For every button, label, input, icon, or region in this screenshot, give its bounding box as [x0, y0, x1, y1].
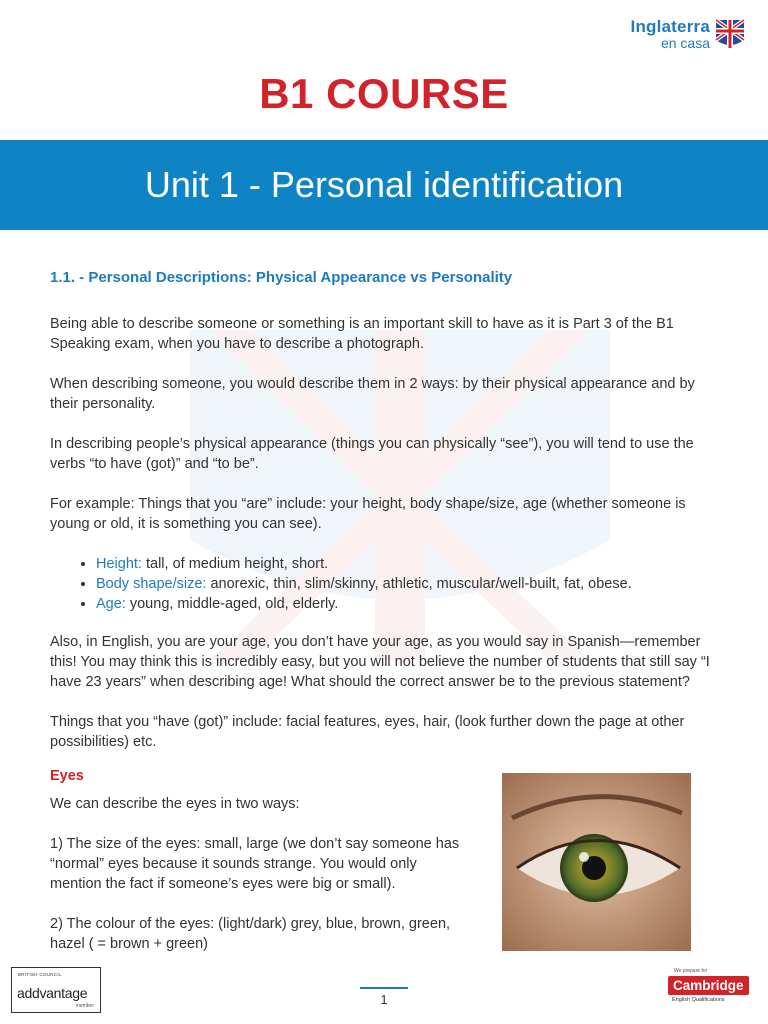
eyes-section: [50, 794, 470, 954]
cambridge-wordmark: Cambridge: [668, 976, 749, 995]
logo-name: Inglaterra: [630, 17, 710, 36]
section-heading: 1.1. - Personal Descriptions: Physical Appearance vs Personality: [50, 269, 513, 286]
eyes-point-colour: 2) The colour of the eyes: (light/dark) grey, blue, brown, green, hazel ( = brown + green): [50, 916, 451, 952]
page-number: 1: [380, 992, 388, 1007]
addvantage-org: BRITISH COUNCIL: [18, 972, 62, 977]
list-text: anorexic, thin, slim/skinny, athletic, muscular/well-built, fat, obese.: [206, 576, 632, 592]
cambridge-subtitle: English Qualifications: [672, 997, 725, 1003]
addvantage-member: member: [75, 1003, 94, 1009]
cambridge-logo: [668, 968, 758, 1014]
inglaterra-en-casa-logo[interactable]: [631, 18, 746, 50]
paragraph: In describing people’s physical appearance (things you can physically “see”), you will tend to use the verbs “to have (got)” and “to be”.: [50, 436, 694, 472]
eyes-point-size: 1) The size of the eyes: small, large (we don’t say someone has “normal” eyes because it sounds strange. You would only mention the fact if someone’s eyes were big or small).: [50, 836, 460, 892]
footer-divider: [360, 987, 408, 989]
paragraph: Also, in English, you are your age, you don’t have your age, as you would say in Spanish—remember this! You may think this is incredibly easy, but you will not believe the number of students that still say “I have 23 years” when describing age! What should the correct answer be to the previous statement?: [50, 634, 710, 690]
list-text: tall, of medium height, short.: [141, 556, 329, 572]
cambridge-tagline: We prepare for: [674, 968, 708, 974]
document-body: [50, 268, 718, 974]
course-title: B1 COURSE: [259, 70, 509, 117]
list-term: Height:: [96, 556, 142, 572]
unit-banner: [0, 140, 768, 230]
eyes-intro: We can describe the eyes in two ways:: [50, 796, 300, 812]
logo-text: [631, 18, 710, 50]
paragraph: Things that you “have (got)” include: facial features, eyes, hair, (look further down the page at other possibilities) etc.: [50, 714, 685, 750]
addvantage-name: addvantage: [17, 985, 88, 1001]
list-item-height: [96, 554, 718, 574]
logo-tagline: en casa: [660, 35, 710, 51]
list-item-age: [96, 594, 718, 614]
eyes-heading: Eyes: [50, 768, 84, 784]
list-term: Body shape/size:: [96, 576, 207, 592]
paragraph: Being able to describe someone or something is an important skill to have as it is Part 3 of the B1 Speaking exam, when you have to describe a photograph.: [50, 316, 674, 352]
unit-title: Unit 1 - Personal identification: [144, 164, 624, 205]
list-item-body-shape: [96, 574, 718, 594]
list-text: young, middle-aged, old, elderly.: [125, 596, 339, 612]
list-term: Age:: [96, 596, 126, 612]
union-jack-icon: [714, 18, 746, 50]
paragraph: When describing someone, you would describe them in 2 ways: by their physical appearance and by their personality.: [50, 376, 695, 412]
appearance-list: [50, 554, 718, 614]
paragraph: For example: Things that you “are” include: your height, body shape/size, age (whether someone is young or old, it is something you can see).: [50, 496, 686, 532]
